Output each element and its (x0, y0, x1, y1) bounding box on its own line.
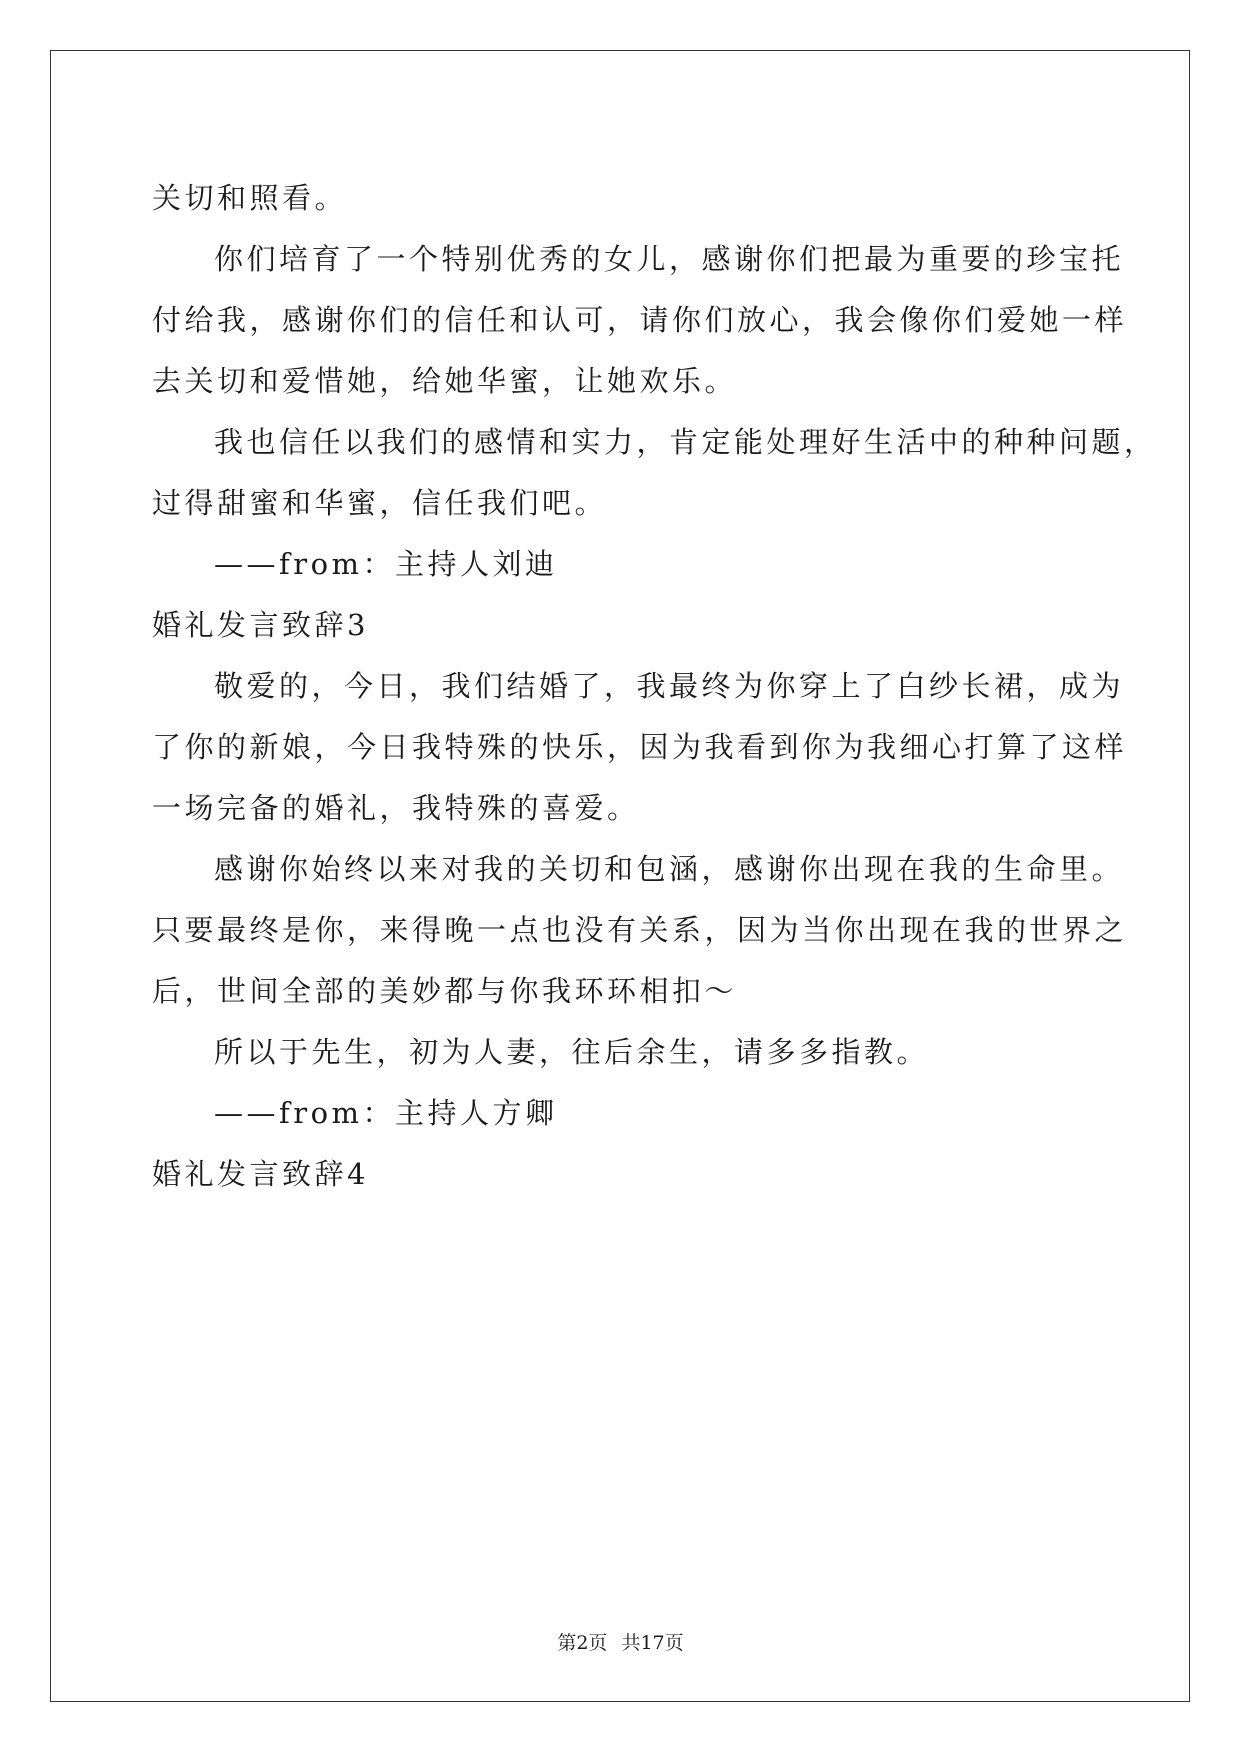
text-line: 过得甜蜜和华蜜，信任我们吧。 (152, 486, 608, 520)
attribution-line: ——from：主持人刘迪 (214, 547, 558, 581)
page-number: 第2页 (557, 1632, 608, 1654)
section-heading: 婚礼发言致辞4 (152, 1157, 369, 1191)
text-line: 去关切和爱惜她，给她华蜜，让她欢乐。 (152, 364, 738, 398)
text-line: 只要最终是你，来得晚一点也没有关系，因为当你出现在我的世界之 (152, 913, 1128, 947)
attribution-line: ——from：主持人方卿 (214, 1096, 558, 1130)
page-footer (0, 1628, 1241, 1655)
text-line: 我也信任以我们的感情和实力，肯定能处理好生活中的种种问题， (214, 425, 1157, 459)
text-line: 一场完备的婚礼，我特殊的喜爱。 (152, 791, 640, 825)
text-line: 关切和照看。 (152, 181, 348, 215)
text-line: 了你的新娘，今日我特殊的快乐，因为我看到你为我细心打算了这样 (152, 730, 1128, 764)
text-line: 感谢你始终以来对我的关切和包涵，感谢你出现在我的生命里。 (214, 852, 1125, 886)
document-body (152, 168, 1157, 1205)
text-line: 敬爱的，今日，我们结婚了，我最终为你穿上了白纱长裙，成为 (214, 669, 1125, 703)
text-line: 你们培育了一个特别优秀的女儿，感谢你们把最为重要的珍宝托 (214, 242, 1125, 276)
page-total: 共17页 (621, 1632, 684, 1654)
section-heading: 婚礼发言致辞3 (152, 608, 369, 642)
text-line: 所以于先生，初为人妻，往后余生，请多多指教。 (214, 1035, 930, 1069)
text-line: 付给我，感谢你们的信任和认可，请你们放心，我会像你们爱她一样 (152, 303, 1128, 337)
text-line: 后，世间全部的美妙都与你我环环相扣～ (152, 974, 738, 1008)
